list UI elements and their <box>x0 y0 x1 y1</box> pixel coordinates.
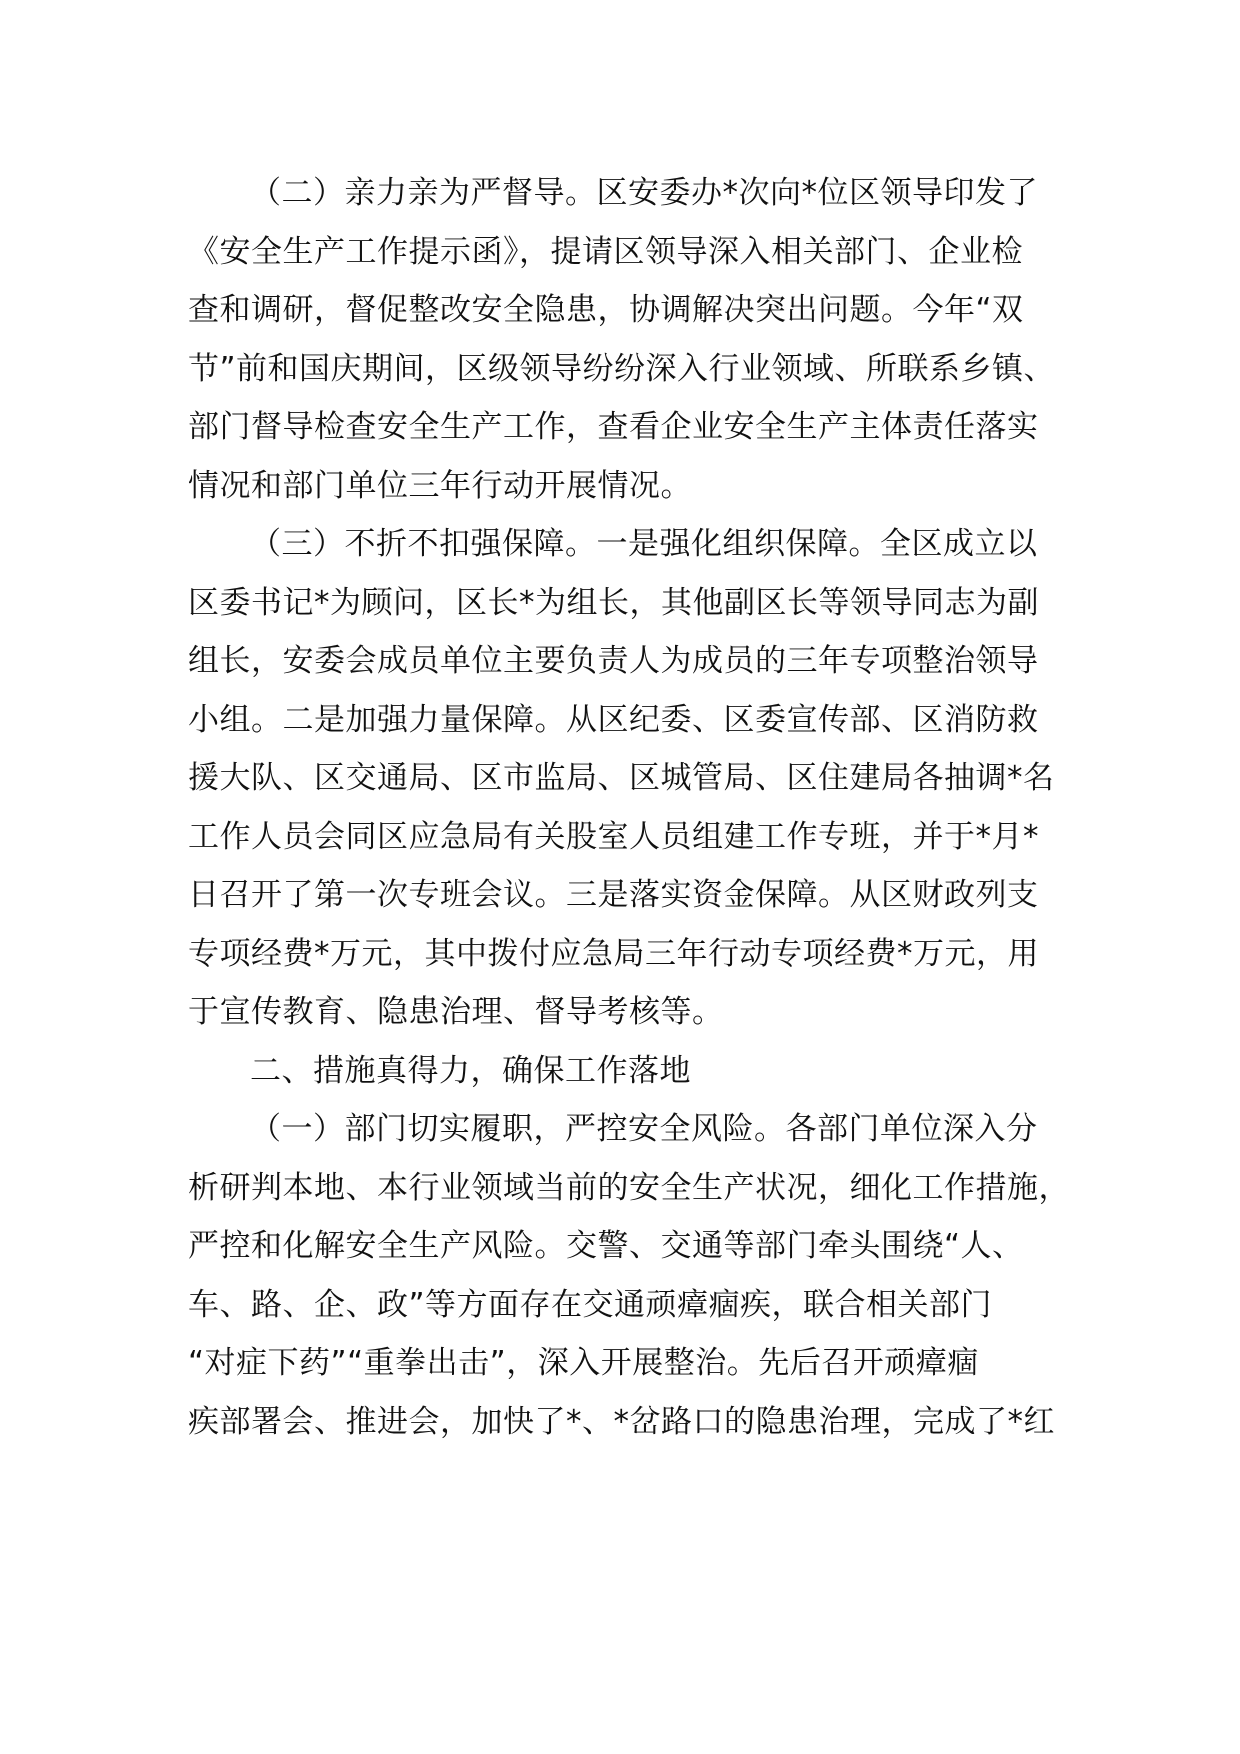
paragraph-3-line-1: （三）不折不扣强保障。一是强化组织保障。全区成立以 <box>250 526 1038 562</box>
paragraph-4-line-5: “对症下药”“重拳出击”，深入开展整治。先后召开顽瘴痼 <box>188 1345 979 1381</box>
paragraph-4-line-2: 析研判本地、本行业领域当前的安全生产状况，细化工作措施， <box>188 1169 1070 1206</box>
paragraph-3-line-9: 于宣传教育、隐患治理、督导考核等。 <box>188 994 724 1030</box>
paragraph-3-line-8: 专项经费*万元，其中拨付应急局三年行动专项经费*万元，用 <box>188 935 1039 972</box>
section-heading: 二、措施真得力，确保工作落地 <box>250 1052 691 1089</box>
paragraph-4-line-1: （一）部门切实履职，严控安全风险。各部门单位深入分 <box>250 1111 1038 1147</box>
paragraph-2-line-3: 查和调研，督促整改安全隐患，协调解决突出问题。今年“双 <box>188 292 1024 328</box>
paragraph-4-line-6: 疾部署会、推进会，加快了*、*岔路口的隐患治理，完成了*红 <box>188 1403 1055 1440</box>
paragraph-2-line-4: 节”前和国庆期间，区级领导纷纷深入行业领域、所联系乡镇、 <box>188 350 1056 387</box>
paragraph-4-line-4: 车、路、企、政”等方面存在交通顽瘴痼疾，联合相关部门 <box>188 1286 993 1323</box>
paragraph-2-line-6: 情况和部门单位三年行动开展情况。 <box>188 467 692 504</box>
paragraph-2-line-5: 部门督导检查安全生产工作，查看企业安全生产主体责任落实 <box>188 409 1039 445</box>
paragraph-2-line-1: （二）亲力亲为严督导。区安委办*次向*位区领导印发了 <box>250 175 1038 211</box>
paragraph-2-line-2: 《安全生产工作提示函》，提请区领导深入相关部门、企业检 <box>188 233 1023 270</box>
document-body <box>188 164 1088 1451</box>
paragraph-3-line-7: 日召开了第一次专班会议。三是落实资金保障。从区财政列支 <box>188 877 1039 913</box>
paragraph-3-line-2: 区委书记*为顾问，区长*为组长，其他副区长等领导同志为副 <box>188 584 1039 621</box>
paragraph-3-line-5: 援大队、区交通局、区市监局、区城管局、区住建局各抽调*名 <box>188 760 1055 796</box>
paragraph-3-line-3: 组长，安委会成员单位主要负责人为成员的三年专项整治领导 <box>188 643 1039 679</box>
paragraph-4-line-3: 严控和化解安全生产风险。交警、交通等部门牵头围绕“人、 <box>188 1228 1024 1264</box>
paragraph-3-line-6: 工作人员会同区应急局有关股室人员组建工作专班，并于*月* <box>188 818 1039 855</box>
paragraph-3-line-4: 小组。二是加强力量保障。从区纪委、区委宣传部、区消防救 <box>188 701 1039 738</box>
